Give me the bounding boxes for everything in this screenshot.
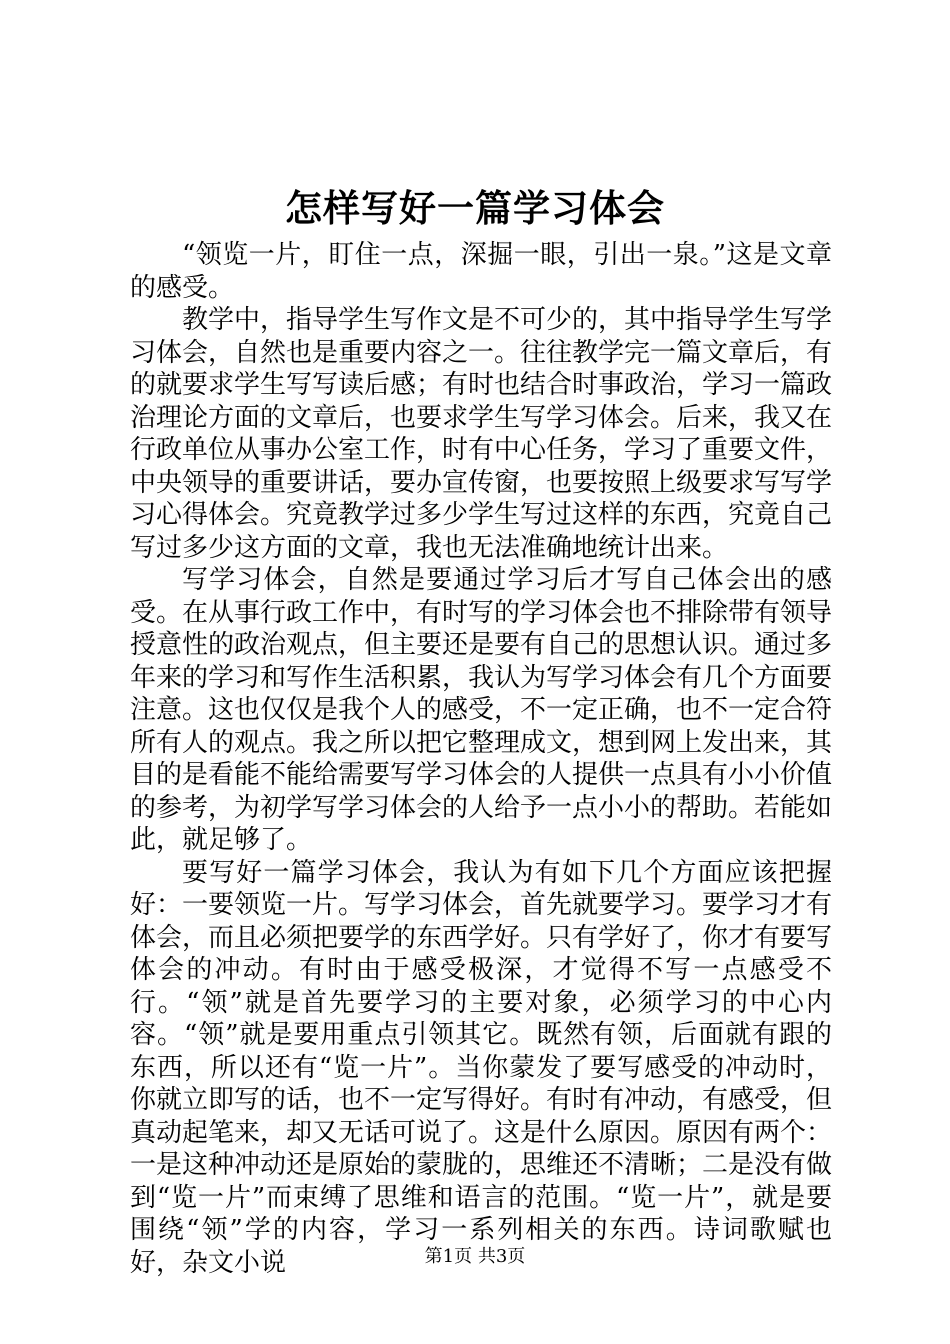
paragraph-3: 写学习体会，自然是要通过学习后才写自己体会出的感受。在从事行政工作中，有时写的学习体会也不排除带有领导授意性的政治观点，但主要还是要有自己的思想认识。通过多年来的学习和写作生活积累，我认为写学习体会有几个方面要注意。这也仅仅是我个人的感受，不一定正确，也不一定合符所有人的观点。我之所以把它整理成文，想到网上发出来，其目的是看能不能给需要写学习体会的人提供一点具有小小价值的参考，为初学写学习体会的人给予一点小小的帮助。若能如此，就足够了。 bbox=[130, 565, 833, 855]
paragraph-2: 教学中，指导学生写作文是不可少的，其中指导学生写学习体会，自然也是重要内容之一。往往教学完一篇文章后，有的就要求学生写写读后感；有时也结合时事政治，学习一篇政治理论方面的文章后，也要求学生写学习体会。后来，我又在行政单位从事办公室工作，时有中心任务，学习了重要文件，中央领导的重要讲话，要办宣传窗，也要按照上级要求写写学习心得体会。究竟教学过多少学生写过这样的东西，究竟自己写过多少这方面的文章，我也无法准确地统计出来。 bbox=[130, 305, 833, 563]
document-body bbox=[130, 239, 832, 1279]
document-title: 怎样写好一篇学习体会 bbox=[285, 186, 665, 230]
page-footer: 第1页 共3页 bbox=[424, 1246, 526, 1267]
paragraph-4: 要写好一篇学习体会，我认为有如下几个方面应该把握好：一要领览一片。写学习体会，首先就要学习。要学习才有体会，而且必须把要学的东西学好。只有学好了，你才有要写体会的冲动。有时由于感受极深，才觉得不写一点感受不行。“领”就是首先要学习的主要对象，必须学习的中心内容。“领”就是要用重点引领其它。既然有领，后面就有跟的东西，所以还有“览一片”。当你蒙发了要写感受的冲动时，你就立即写的话，也不一定写得好。有时有冲动，有感受，但真动起笔来，却又无话可说了。这是什么原因。原因有两个：一是这种冲动还是原始的蒙胧的，思维还不清晰；二是没有做到“览一片”而束缚了思维和语言的范围。“览一片”，就是要围绕“领”学的内容，学习一系列相关的东西。诗词歌赋也好，杂文小说 bbox=[130, 857, 833, 1278]
paragraph-1: “领览一片，盯住一点，深掘一眼，引出一泉。”这是文章的感受。 bbox=[130, 240, 832, 303]
